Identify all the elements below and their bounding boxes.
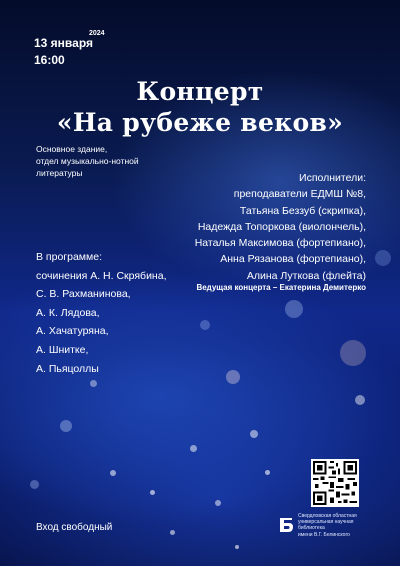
library-name-line: универсальная научная библиотека bbox=[298, 519, 354, 532]
bokeh-light bbox=[110, 470, 116, 476]
venue-line: Основное здание, bbox=[36, 144, 108, 154]
program-item: сочинения А. Н. Скрябина, bbox=[36, 269, 167, 282]
event-year: 2024 bbox=[89, 30, 105, 37]
bokeh-light bbox=[285, 300, 303, 318]
event-date: 13 января bbox=[34, 36, 93, 50]
bokeh-light bbox=[265, 470, 270, 475]
venue-line: отдел музыкально-нотной bbox=[36, 156, 139, 166]
performer-item: преподаватели ЕДМШ №8, bbox=[233, 188, 366, 201]
library-name-line: Свердловская областная bbox=[298, 513, 357, 519]
performers-list bbox=[195, 170, 366, 284]
program-item: А. Пьяцоллы bbox=[36, 362, 99, 375]
program-item: А. К. Лядова, bbox=[36, 306, 100, 319]
qr-code[interactable] bbox=[311, 459, 359, 507]
program-item: С. В. Рахманинова, bbox=[36, 288, 131, 301]
program-list bbox=[36, 248, 167, 378]
performer-item: Надежда Топоркова (виолончель), bbox=[197, 220, 366, 233]
performer-item: Анна Рязанова (фортепиано), bbox=[220, 253, 366, 266]
concert-host: Ведущая концерта – Екатерина Демитерко bbox=[196, 283, 366, 292]
event-time: 16:00 bbox=[34, 53, 65, 67]
library-logo-icon bbox=[277, 516, 295, 534]
venue-line: литературы bbox=[36, 168, 83, 178]
bokeh-light bbox=[235, 545, 239, 549]
venue-info bbox=[36, 143, 176, 179]
program-heading: В программе: bbox=[36, 251, 102, 263]
bokeh-light bbox=[375, 250, 391, 266]
title-line-2: «На рубеже веков» bbox=[56, 108, 344, 137]
title-line-1: Концерт bbox=[136, 77, 264, 106]
performer-item: Татьяна Беззуб (скрипка), bbox=[239, 204, 366, 217]
bokeh-light bbox=[60, 420, 72, 432]
bokeh-light bbox=[150, 490, 155, 495]
bokeh-light bbox=[226, 370, 240, 384]
program-item: А. Хачатуряна, bbox=[36, 325, 109, 338]
performer-item: Алина Луткова (флейта) bbox=[246, 269, 366, 282]
library-name-line: имени В.Г. Белинского bbox=[298, 531, 350, 538]
bokeh-light bbox=[90, 380, 97, 387]
library-name bbox=[298, 513, 368, 538]
bokeh-light bbox=[355, 395, 365, 405]
bokeh-light bbox=[340, 340, 366, 366]
performer-item: Наталья Максимова (фортепиано), bbox=[194, 237, 366, 250]
bokeh-light bbox=[200, 320, 210, 330]
program-item: А. Шнитке, bbox=[36, 343, 89, 356]
bokeh-light bbox=[190, 445, 197, 452]
bokeh-light bbox=[170, 530, 175, 535]
performers-heading: Исполнители: bbox=[299, 172, 366, 184]
bokeh-light bbox=[215, 500, 221, 506]
bokeh-light bbox=[250, 430, 258, 438]
free-entry: Вход свободный bbox=[36, 522, 113, 533]
bokeh-light bbox=[30, 480, 39, 489]
